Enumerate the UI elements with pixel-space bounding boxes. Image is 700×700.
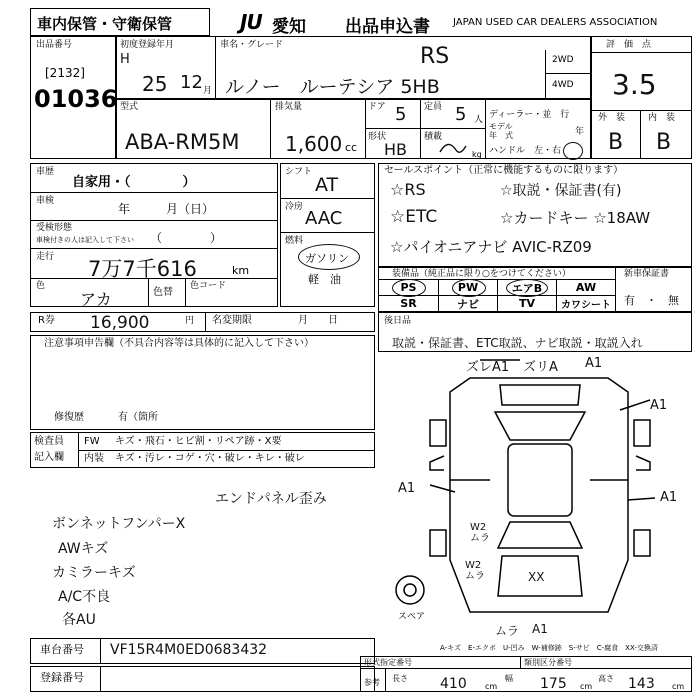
mileage-label: 走行 [36, 252, 55, 262]
car-grade: RS [420, 44, 450, 69]
inspector-row1: キズ・飛石・ヒビ割・リペア跡・X要 [115, 436, 282, 447]
sales-points-label: セールスポイント（正常に機能するものに限ります） [384, 165, 624, 176]
inspection-value: 年 月（日） [118, 202, 215, 216]
dealer-label: ディーラー・並 行 [489, 110, 570, 120]
height-value: 143 [628, 676, 655, 692]
dealer-handle-label: ハンドル 左・右 [489, 146, 562, 156]
sales-point-manual: ☆取説・保証書(有) [500, 183, 622, 199]
name-change-value: 月 日 [298, 315, 338, 326]
color-label: 色 [36, 281, 46, 291]
inspector-row1-label: FW [84, 436, 100, 447]
capacity-unit: 人 [474, 115, 484, 125]
fuel-gasoline-circle [298, 244, 360, 270]
later-items-label: 後日品 [384, 316, 412, 326]
dealer-year-label: 年 [575, 127, 585, 137]
sales-point-etc: ☆ETC [390, 207, 438, 227]
length-unit: cm [485, 682, 498, 691]
drive-2wd: 2WD [552, 55, 574, 65]
storage-stamp-text: 車内保管・守衛保管 [37, 15, 173, 33]
load-unit: kg [472, 150, 482, 159]
equipment-circle-airbag [506, 279, 548, 297]
warranty-value: 有 ・ 無 [624, 294, 679, 307]
registration-label: 初度登録年月 [120, 40, 175, 50]
aircon-value: AAC [305, 208, 343, 229]
length-label: 長さ [392, 674, 408, 683]
history-value: 自家用・（ ） [72, 175, 196, 190]
capacity-value: 5 [455, 104, 467, 125]
score-ext: B [608, 130, 624, 155]
equipment-navi: ナビ [457, 297, 479, 311]
chassis-value: VF15R4M0ED0683432 [110, 642, 268, 658]
later-items-value: 取説・保証書、ETC取説、ナビ取説・取説入れ [392, 336, 643, 350]
displacement-unit: cc [345, 141, 358, 154]
ruibetsu-label: 類別区分番号 [524, 658, 572, 667]
registration-era: H [120, 52, 130, 67]
lot-number: 01036 [34, 85, 118, 113]
shape-value: HB [384, 140, 408, 159]
width-value: 175 [540, 676, 567, 692]
score-int: B [656, 130, 672, 155]
mileage-value: 7万7千616 [88, 257, 197, 281]
remark-5: A/C不良 [58, 589, 111, 605]
diagram-mark-7: W2 ムラ [470, 522, 490, 544]
model-value: ABA-RM5M [125, 130, 240, 154]
diagram-mark-5: A1 [398, 481, 416, 496]
score-int-label: 内 装 [648, 113, 676, 123]
recycle-value: 16,900 [90, 313, 150, 333]
equipment-pw: PW [457, 281, 479, 294]
notes-label: 注意事項申告欄（不具合内容等は具体的に記入して下さい） [44, 338, 314, 349]
remark-2: ボンネットフンパーX [52, 516, 186, 532]
remark-6: 各AU [62, 612, 96, 628]
capacity-label: 定員 [424, 102, 443, 112]
score-ext-label: 外 装 [598, 113, 626, 123]
diagram-mark-11: ムラ [495, 624, 520, 638]
doors-value: 5 [395, 104, 407, 125]
remark-3: AWキズ [58, 541, 109, 557]
shift-label: シフト [285, 167, 313, 177]
fuel-label: 燃料 [285, 236, 304, 246]
shift-value: AT [315, 174, 339, 196]
recycle-unit: 円 [185, 316, 195, 326]
equipment-circle-ps [392, 279, 426, 297]
registration-year: 25 [142, 72, 168, 96]
equipment-label: 装備品（純正品に限り○をつけてください） [392, 269, 571, 279]
association-name: JAPAN USED CAR DEALERS ASSOCIATION [453, 17, 658, 28]
transfer-value: （ ） [150, 231, 223, 245]
diagram-mark-12: A1 [532, 622, 548, 636]
dealer-model-label: モデル 年 式 [489, 122, 513, 140]
katashiki-label: 形式指定番号 [364, 658, 412, 667]
load-label: 積載 [424, 132, 443, 142]
inspector-row2-label: 内装 [84, 453, 104, 464]
equipment-circle-pw [452, 279, 486, 297]
inspection-label: 車検 [36, 196, 55, 206]
length-value: 410 [440, 676, 467, 692]
equipment-aw: AW [575, 281, 597, 294]
brand-logo: JU [240, 10, 262, 34]
form-title: 出品申込書 [345, 17, 430, 37]
aircon-label: 冷房 [285, 202, 304, 212]
transfer-note: 車検付きの人は記入して下さい [36, 236, 134, 244]
sales-point-cardkey-aw: ☆カードキー ☆18AW [500, 209, 651, 227]
handle-right-circle [563, 142, 583, 160]
equipment-tv: TV [518, 297, 536, 310]
inspector-row2: キズ・汚レ・コゲ・穴・破レ・キレ・破レ [115, 453, 305, 464]
lot-code: [2132] [45, 66, 85, 80]
diagram-spare: スペア [398, 612, 426, 622]
diagram-mark-6: A1 [660, 490, 678, 505]
inspector-entry-label: 記入欄 [34, 452, 64, 463]
transfer-label: 受検形態 [36, 223, 73, 233]
width-unit: cm [580, 682, 593, 691]
name-change-label: 名変期限 [212, 315, 252, 326]
width-label: 幅 [505, 674, 513, 683]
diagram-mark-3: A1 [585, 356, 603, 371]
history-label: 車歴 [36, 167, 55, 177]
diagram-mark-9: XX [528, 570, 545, 584]
equipment-seat: カワシート [561, 300, 611, 311]
score-value: 3.5 [612, 68, 657, 101]
recycle-label: R券 [38, 315, 55, 326]
sales-point-rs: ☆RS [390, 180, 426, 199]
model-label: 型式 [120, 102, 139, 112]
brand-name: 愛知 [272, 17, 306, 37]
score-label: 評 価 点 [606, 40, 652, 50]
diagram-mark-4: A1 [650, 398, 668, 413]
car-name: ルノー ルーテシア 5HB [225, 76, 440, 98]
shape-label: 形状 [368, 132, 387, 142]
color-code-label: 色コード [190, 281, 227, 291]
car-name-label: 車名・グレード [220, 40, 284, 50]
equipment-airbag: エアB [511, 281, 543, 295]
reg-number-label: 登録番号 [40, 671, 84, 684]
chassis-label: 車台番号 [40, 643, 84, 656]
inspector-label: 検査員 [34, 436, 64, 447]
displacement-value: 1,600 [285, 132, 343, 156]
mileage-unit: km [232, 264, 250, 277]
warranty-label: 新車保証書 [624, 269, 670, 279]
height-unit: cm [672, 682, 685, 691]
diagram-legend: A-キズ E-エクボ U-凹み W-補修跡 S-サビ C-腐食 XX-交換済 [440, 644, 658, 652]
diagram-mark-2: ズリA [523, 360, 558, 375]
diagram-mark-8: W2 ムラ [465, 560, 485, 582]
doors-label: ドア [368, 102, 386, 112]
color-repaint-label: 色替 [153, 287, 173, 298]
color-value: アカ [80, 290, 112, 309]
equipment-ps: PS [400, 281, 417, 294]
drive-4wd: 4WD [552, 80, 574, 90]
fuel-light-oil: 軽 油 [308, 273, 341, 286]
diagram-mark-1: ズレA1 [466, 360, 510, 375]
lot-label: 出品番号 [36, 40, 73, 50]
remark-4: カミラーキズ [52, 565, 136, 581]
height-label: 高さ [598, 674, 614, 683]
repair-label: 修復歴 [54, 412, 84, 423]
sales-point-navi: ☆パイオニアナビ AVIC-RZ09 [390, 238, 592, 256]
ref-label: 参考 [364, 678, 380, 687]
repair-value: 有（箇所 [118, 412, 158, 423]
registration-month: 12 [180, 72, 203, 93]
storage-stamp [30, 8, 210, 36]
remark-1: エンドパネル歪み [215, 491, 327, 507]
fuel-gasoline: ガソリン [305, 252, 349, 265]
equipment-sr: SR [400, 297, 417, 310]
displacement-label: 排気量 [275, 102, 303, 112]
registration-month-unit: 月 [203, 86, 213, 96]
